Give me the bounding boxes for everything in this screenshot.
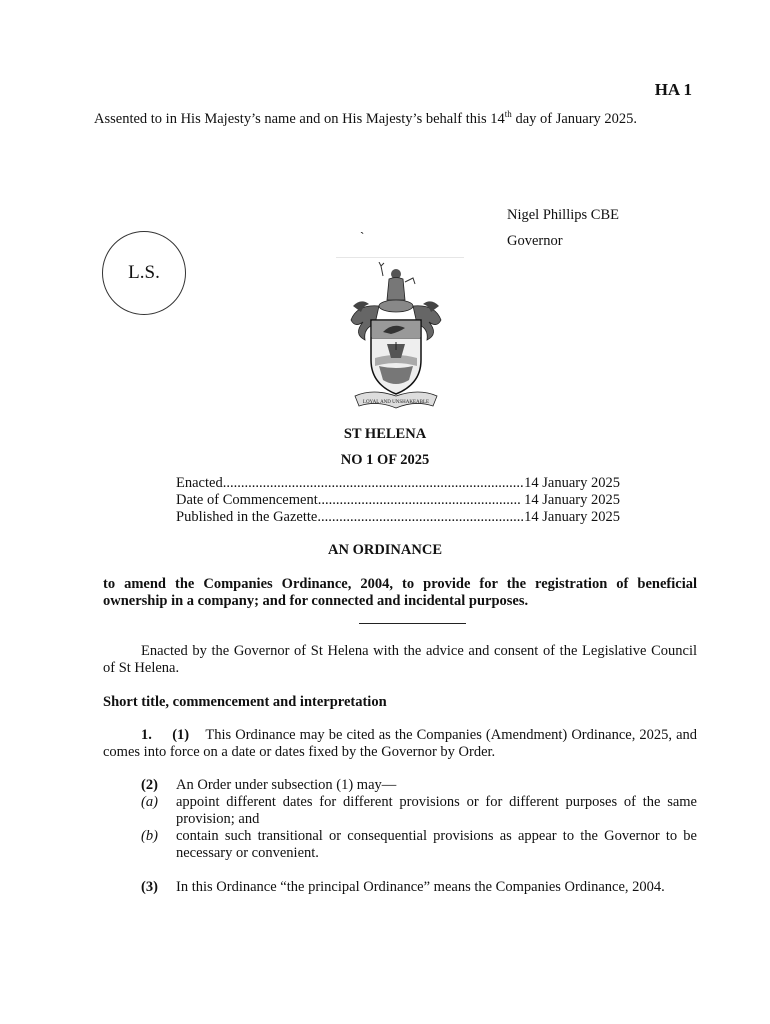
subsection-2 (141, 777, 697, 794)
section-heading: Short title, commencement and interpretation (103, 694, 387, 710)
assent-line (94, 111, 637, 128)
date-row-enacted (176, 475, 620, 492)
paragraph-text: contain such transitional or consequential provisions as appear to the Governor to be necessary or convenient. (176, 828, 697, 861)
date-label: Date of Commencement (176, 492, 318, 508)
paragraph-b (141, 828, 697, 862)
subsection-text: In this Ordinance “the principal Ordinance” means the Companies Ordinance, 2004. (176, 879, 665, 895)
paragraph-text: appoint different dates for different provisions or for different purposes of the same provision; and (176, 794, 697, 827)
subsection-text: An Order under subsection (1) may— (176, 777, 397, 793)
date-value: 14 January 2025 (524, 509, 620, 525)
section-number: 1. (141, 727, 152, 743)
assent-text-end: day of January 2025. (511, 111, 638, 127)
paragraph-number: (a) (141, 794, 158, 810)
signature-line (336, 257, 464, 258)
page-reference: HA 1 (654, 80, 692, 99)
date-label: Published in the Gazette (176, 509, 318, 525)
paragraph-a (141, 794, 697, 828)
date-row-commencement (176, 492, 620, 509)
subsection-number: (2) (141, 777, 158, 793)
dot-leader (223, 475, 524, 492)
section-1 (103, 727, 697, 761)
locus-sigilli-seal (102, 231, 186, 315)
subsection-number: (3) (141, 879, 158, 895)
subsection-3 (141, 879, 697, 896)
date-value: 14 January 2025 (524, 475, 620, 491)
governor-title: Governor (507, 233, 563, 249)
date-label: Enacted (176, 475, 223, 491)
enacting-formula: Enacted by the Governor of St Helena with the advice and consent of the Legislative Council of St Helena. (103, 643, 697, 676)
assent-ordinal-suffix: th (504, 109, 512, 120)
dot-leader (318, 492, 521, 509)
horizontal-rule (359, 623, 466, 624)
signature-mark: ` (360, 229, 365, 244)
seal-label: L.S. (128, 262, 160, 283)
date-row-gazette (176, 509, 620, 526)
long-title: to amend the Companies Ordinance, 2004, to provide for the registration of beneficial ownership in a company; and for connected and incidental purposes. (103, 576, 697, 609)
document-heading: AN ORDINANCE (328, 542, 442, 558)
ordinance-number: NO 1 OF 2025 (340, 452, 430, 468)
st-helena-coat-of-arms-icon (343, 262, 449, 414)
dot-leader (317, 509, 524, 526)
governor-name: Nigel Phillips CBE (507, 207, 619, 223)
date-value: 14 January 2025 (520, 492, 620, 508)
assent-text: Assented to in His Majesty’s name and on His Majesty’s behalf this 14 (94, 111, 505, 127)
paragraph-number: (b) (141, 828, 158, 844)
crest-motto: LOYAL AND UNSHAKEABLE (362, 400, 430, 405)
subsection-number: (1) (172, 727, 190, 743)
section-text: This Ordinance may be cited as the Companies (Amendment) Ordinance, 2025, and comes into force on a date or dates fixed by the Governor by Order. (103, 727, 698, 760)
territory-name: ST HELENA (343, 426, 427, 442)
dates-table (176, 475, 620, 526)
